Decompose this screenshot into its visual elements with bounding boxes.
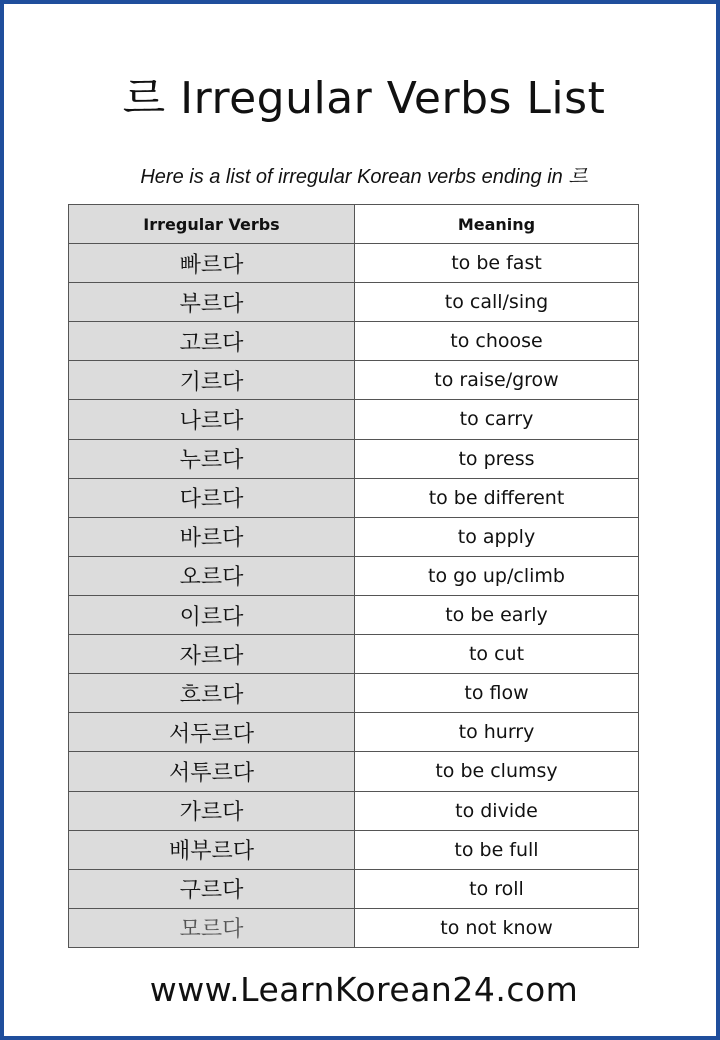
- meaning-cell: to divide: [355, 791, 639, 830]
- verb-cell: 다르다: [69, 478, 355, 517]
- verb-cell: 가르다: [69, 791, 355, 830]
- website-url: www.LearnKorean24.com: [149, 970, 579, 1009]
- table-row: [69, 635, 639, 674]
- verb-cell: 자르다: [69, 635, 355, 674]
- meaning-cell: to be clumsy: [355, 752, 639, 791]
- verb-cell: 바르다: [69, 517, 355, 556]
- verb-cell: 구르다: [69, 869, 355, 908]
- table-row: [69, 595, 639, 634]
- verb-cell: 부르다: [69, 283, 355, 322]
- header-meaning: Meaning: [355, 205, 639, 244]
- verb-cell: 배부르다: [69, 830, 355, 869]
- page-title: 르 Irregular Verbs List: [122, 73, 606, 124]
- meaning-cell: to roll: [355, 869, 639, 908]
- verb-cell: 누르다: [69, 439, 355, 478]
- table-row: [69, 439, 639, 478]
- meaning-cell: to call/sing: [355, 283, 639, 322]
- header-irregular-verbs: Irregular Verbs: [69, 205, 355, 244]
- meaning-cell: to choose: [355, 322, 639, 361]
- table-row: [69, 791, 639, 830]
- meaning-cell: to be full: [355, 830, 639, 869]
- verb-cell: 흐르다: [69, 674, 355, 713]
- table-row: [69, 517, 639, 556]
- verb-cell: 빠르다: [69, 244, 355, 283]
- table-row: [69, 674, 639, 713]
- table-row: [69, 322, 639, 361]
- verb-cell: 기르다: [69, 361, 355, 400]
- meaning-cell: to not know: [355, 908, 639, 947]
- verb-cell: 나르다: [69, 400, 355, 439]
- meaning-cell: to be different: [355, 478, 639, 517]
- table-row: [69, 478, 639, 517]
- table-row: [69, 713, 639, 752]
- meaning-cell: to flow: [355, 674, 639, 713]
- verb-cell: 서투르다: [69, 752, 355, 791]
- verb-cell: 모르다: [69, 908, 355, 947]
- verb-cell: 이르다: [69, 595, 355, 634]
- meaning-cell: to hurry: [355, 713, 639, 752]
- meaning-cell: to apply: [355, 517, 639, 556]
- verb-cell: 서두르다: [69, 713, 355, 752]
- table-row: [69, 400, 639, 439]
- table-row: [69, 361, 639, 400]
- meaning-cell: to press: [355, 439, 639, 478]
- table-row: [69, 244, 639, 283]
- page-subtitle: Here is a list of irregular Korean verbs ending in 르: [140, 166, 588, 188]
- table-row: [69, 556, 639, 595]
- table-row: [69, 752, 639, 791]
- table-row: [69, 869, 639, 908]
- table-row: [69, 908, 639, 947]
- meaning-cell: to be fast: [355, 244, 639, 283]
- table-header-row: [69, 205, 639, 244]
- verb-cell: 오르다: [69, 556, 355, 595]
- table-row: [69, 283, 639, 322]
- meaning-cell: to go up/climb: [355, 556, 639, 595]
- meaning-cell: to carry: [355, 400, 639, 439]
- meaning-cell: to be early: [355, 595, 639, 634]
- verbs-table: [68, 204, 639, 948]
- meaning-cell: to raise/grow: [355, 361, 639, 400]
- table-row: [69, 830, 639, 869]
- meaning-cell: to cut: [355, 635, 639, 674]
- verb-cell: 고르다: [69, 322, 355, 361]
